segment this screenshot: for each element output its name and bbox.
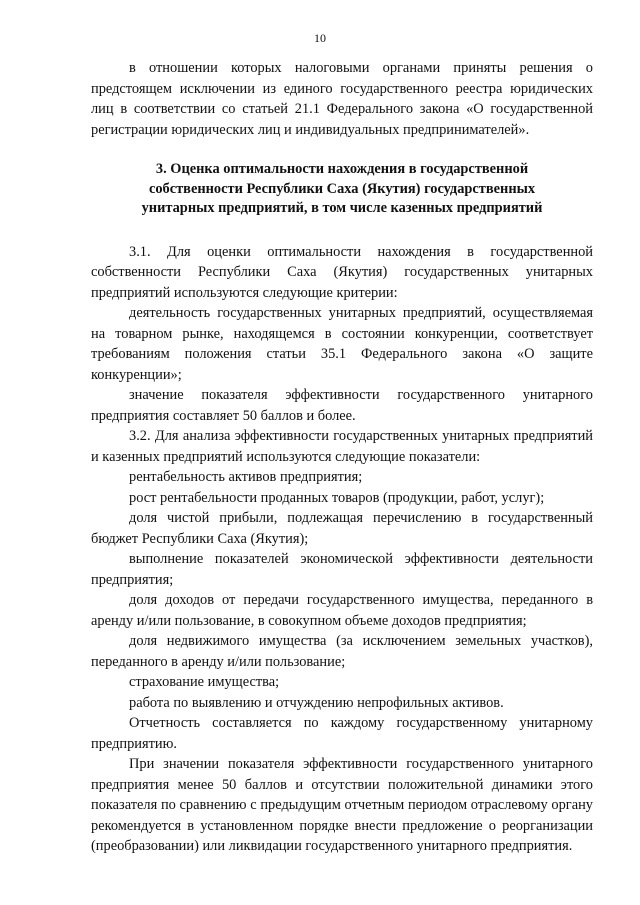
paragraph: значение показателя эффективности государственного унитарного предприятия составляет 50 баллов и более. [91, 387, 593, 424]
paragraph: доля чистой прибыли, подлежащая перечислению в государственный бюджет Республики Саха (Якутия); [91, 510, 593, 547]
paragraph: доля доходов от передачи государственного имущества, переданного в аренду и/или пользование, в совокупном объеме доходов предприятия; [91, 592, 593, 629]
section-heading-line: собственности Республики Саха (Якутия) государственных [148, 180, 536, 197]
section-heading-line: унитарных предприятий, в том числе казенных предприятий [141, 200, 543, 216]
document-body [91, 58, 593, 857]
paragraph-continuation: в отношении которых налоговыми органами приняты решения о предстоящем исключении из единого государственного реестра юридических лиц в соответствии со статьей 21.1 Федерального закона «О государственной регистрации юридических лиц и индивидуальных предпринимателей». [91, 60, 593, 138]
paragraph: Отчетность составляется по каждому государственному унитарному предприятию. [91, 715, 593, 752]
paragraph: страхование имущества; [129, 674, 280, 690]
paragraph: рентабельность активов предприятия; [129, 469, 363, 485]
paragraph: При значении показателя эффективности государственного унитарного предприятия менее 50 баллов и отсутствии положительной динамики этого показателя по сравнению с предыдущим отчетным периодом отраслевому органу рекомендуется в установленном порядке внести предложение о реорганизации (преобразовании) или ликвидации государственного унитарного предприятия. [91, 756, 593, 854]
paragraph: работа по выявлению и отчуждению непрофильных активов. [129, 694, 504, 711]
page-number: 10 [314, 31, 326, 45]
paragraph: деятельность государственных унитарных предприятий, осуществляемая на товарном рынке, находящемся в состоянии конкуренции, соответствует требованиям положения статьи 35.1 Федерального закона «О защите конкуренции»; [91, 305, 593, 383]
section-heading [91, 160, 593, 219]
paragraph: выполнение показателей экономической эффективности деятельности предприятия; [91, 551, 593, 588]
paragraph: 3.1. Для оценки оптимальности нахождения в государственной собственности Республики Саха (Якутия) государственных унитарных предприятий используются следующие критерии: [91, 243, 593, 301]
paragraph: доля недвижимого имущества (за исключением земельных участков), переданного в аренду и/или пользование; [91, 633, 593, 670]
section-heading-line: 3. Оценка оптимальности нахождения в государственной [155, 161, 529, 177]
paragraph: 3.2. Для анализа эффективности государственных унитарных предприятий и казенных предприятий используются следующие показатели: [91, 428, 593, 465]
paragraph: рост рентабельности проданных товаров (продукции, работ, услуг); [129, 489, 545, 506]
